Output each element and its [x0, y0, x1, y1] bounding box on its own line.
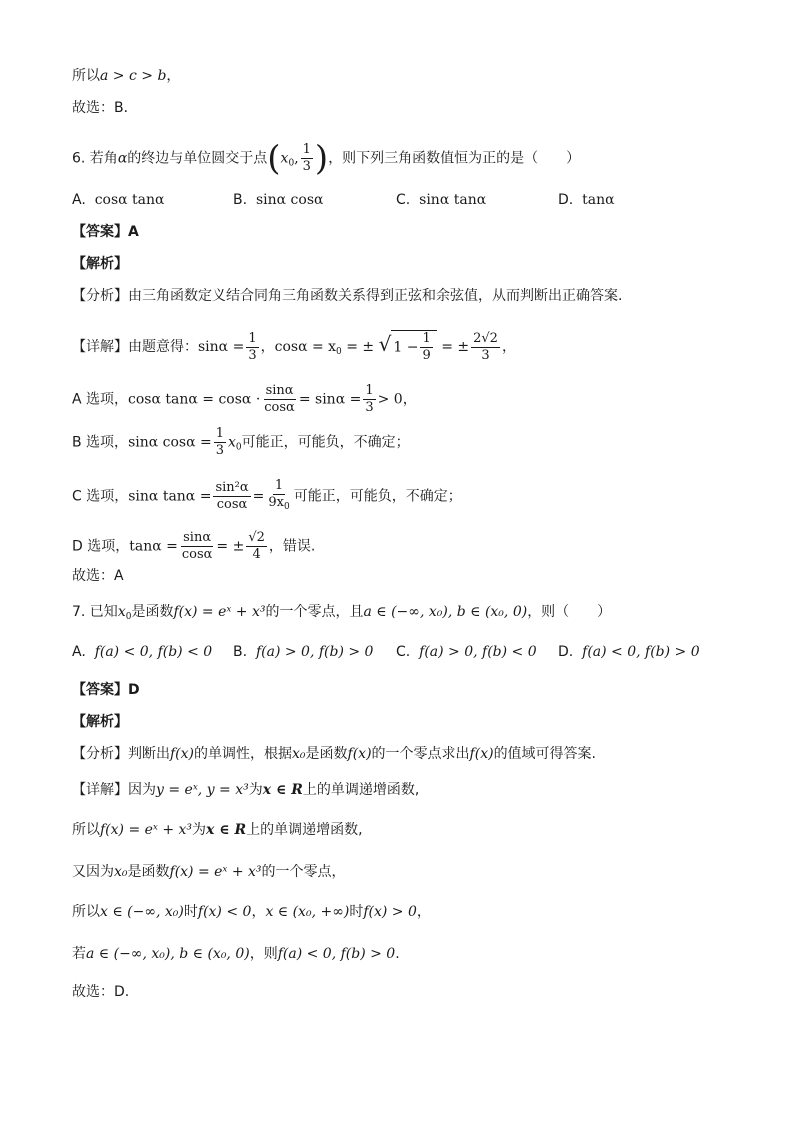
subscript: 0 — [125, 612, 132, 622]
x0: x — [117, 604, 126, 620]
denominator: 4 — [252, 547, 261, 562]
text: ，则 — [249, 946, 278, 962]
q6-option-a — [72, 192, 165, 208]
text: 时 — [183, 904, 198, 920]
option-expr: cosα tanα — [94, 192, 165, 208]
left-paren: ( — [267, 138, 281, 179]
q6-option-a-analysis — [72, 383, 417, 416]
conclusion-line — [72, 66, 180, 86]
fraction — [262, 383, 297, 416]
numerator: 1 — [302, 142, 311, 157]
q7-xiangjie — [72, 780, 419, 800]
text: 的单调性，根据 — [194, 746, 293, 762]
option-expr: sinα cosα — [255, 192, 324, 208]
text: 可能正，可能负，不确定； — [241, 434, 410, 451]
text: 的一个零点求出 — [371, 746, 470, 762]
text: ， — [251, 904, 266, 920]
interval: x ∈ (−∞, x₀) — [100, 904, 184, 920]
fraction — [266, 478, 291, 515]
text: 又因为 — [72, 864, 114, 880]
radicand: 1 − — [393, 339, 419, 356]
text: 所以 — [72, 904, 100, 920]
numerator: sin²α — [215, 480, 249, 495]
expr: = — [252, 488, 265, 505]
expr: > 0 — [377, 391, 403, 408]
text: ， — [501, 339, 516, 355]
q7-answer: 【答案】D — [72, 682, 140, 698]
denominator: cosα — [181, 547, 213, 562]
numerator: sinα — [265, 383, 294, 398]
expr: cosα tanα = cosα · — [128, 391, 261, 408]
numerator: √2 — [248, 530, 265, 545]
option-label: D. — [558, 644, 574, 660]
expr: tanα = — [129, 538, 178, 555]
fraction — [301, 142, 313, 175]
q7-option-b — [233, 644, 373, 660]
text: 是函数 — [305, 746, 348, 762]
q6-option-c-analysis — [72, 478, 462, 515]
q6-option-d — [558, 192, 615, 208]
text: 上的单调递增函数, — [246, 822, 363, 838]
choose-line: 故选：B． — [72, 100, 138, 116]
text: 为 — [192, 822, 207, 838]
right-paren: ) — [314, 138, 329, 179]
q6-fenxi: 【分析】由三角函数定义结合同角三角函数关系得到正弦和余弦值，从而判断出正确答案. — [72, 288, 623, 304]
fx: f(x) — [170, 746, 195, 762]
fraction — [363, 383, 375, 416]
label: 【详解】因为 — [72, 782, 156, 798]
denominator: 3 — [215, 443, 225, 458]
denominator-text: 9x — [268, 495, 284, 510]
stem-text: 7. 已知 — [72, 604, 118, 620]
denominator: cosα — [264, 400, 295, 415]
expr: y = eˣ, y = x³ — [156, 782, 249, 798]
stem-text: ，则下列三角函数值恒为正的是（ ） — [328, 150, 581, 167]
subscript: 0 — [336, 347, 342, 357]
text: 【分析】判断出 — [72, 746, 170, 762]
q6-option-b — [233, 192, 323, 208]
stem-text: 的终边与单位圆交于点 — [127, 150, 268, 167]
stem-text: 是函数 — [131, 604, 174, 620]
stem-text: 6. 若角 — [72, 150, 118, 167]
q6-option-d-analysis — [72, 530, 315, 563]
fraction — [180, 530, 215, 563]
subscript: 0 — [288, 158, 295, 169]
expr: = ± — [346, 339, 375, 355]
q6-xiangjie — [72, 330, 516, 364]
denominator: 3 — [248, 347, 257, 363]
q6-answer: 【答案】A — [72, 224, 139, 240]
text: 可能正，可能负，不确定； — [293, 488, 462, 505]
label: B 选项， — [72, 434, 129, 451]
expr: f(x) < 0 — [197, 904, 252, 920]
numerator: sinα — [183, 530, 212, 545]
option-label: B. — [233, 192, 248, 208]
x0: x₀ — [292, 746, 306, 762]
q7-option-d — [558, 644, 700, 660]
expr: sinα cosα = — [128, 434, 212, 451]
option-label: C. — [396, 644, 411, 660]
text: 所以 — [72, 68, 100, 84]
denominator: 3 — [365, 400, 374, 415]
expr: f(x) = eˣ + x³ — [169, 864, 262, 880]
q7-step-3 — [72, 902, 431, 922]
expr: ，cosα = x — [260, 339, 337, 355]
denominator: 3 — [302, 159, 311, 174]
fraction — [471, 331, 500, 364]
var: x — [228, 434, 236, 451]
interval: x ∈ (x₀, +∞) — [265, 904, 350, 920]
label: 【详解】由题意得： — [72, 339, 198, 355]
option-label: D. — [558, 192, 574, 208]
sqrt-sign: √ — [378, 332, 392, 356]
fraction — [246, 530, 267, 563]
option-label: B. — [233, 644, 248, 660]
alpha: α — [117, 150, 128, 167]
text: 是函数 — [127, 864, 170, 880]
q6-analysis-head: 【解析】 — [72, 256, 128, 272]
q7-analysis-head: 【解析】 — [72, 714, 128, 730]
label: A 选项， — [72, 391, 129, 408]
sqrt-body — [391, 330, 436, 364]
expr: = sinα = — [298, 391, 362, 408]
denominator — [266, 495, 291, 515]
fraction — [246, 331, 258, 364]
q7-stem — [72, 602, 611, 627]
numerator: 1 — [215, 426, 225, 441]
denominator: 9 — [422, 348, 431, 363]
q7-option-c — [396, 644, 537, 660]
option-expr: tanα — [582, 192, 615, 208]
expr: f(x) = eˣ + x³ — [100, 822, 193, 838]
comma: , — [294, 150, 299, 167]
option-expr: sinα tanα — [419, 192, 487, 208]
text: 的值域可得答案. — [493, 746, 597, 762]
expr: sinα = — [198, 339, 245, 355]
text: 为 — [248, 782, 263, 798]
text: . — [395, 946, 400, 962]
q7-final: 故选：D. — [72, 984, 130, 1000]
numerator: 1 — [365, 383, 374, 398]
point-x: x — [280, 150, 289, 167]
numerator: 1 — [274, 478, 284, 493]
condition-expr: a ∈ (−∞, x₀), b ∈ (x₀, 0) — [363, 604, 528, 620]
text: ， — [402, 391, 417, 408]
numerator: 2√2 — [473, 330, 498, 346]
text: 若 — [72, 946, 86, 962]
function-expr: f(x) = eˣ + x³ — [173, 604, 266, 620]
q7-step-2 — [72, 862, 346, 882]
subscript: 0 — [284, 502, 290, 512]
q7-fenxi — [72, 744, 596, 764]
condition-expr: a ∈ (−∞, x₀), b ∈ (x₀, 0) — [86, 946, 250, 962]
stem-text: 的一个零点，且 — [265, 604, 364, 620]
expr: sinα tanα = — [128, 488, 212, 505]
fraction — [214, 426, 226, 459]
text: 所以 — [72, 822, 100, 838]
text: ， — [416, 904, 431, 920]
fraction — [213, 480, 250, 513]
inequality: a > c > b — [100, 68, 167, 84]
result-expr: f(a) < 0, f(b) > 0 — [277, 946, 396, 962]
q6-final: 故选：A — [72, 568, 124, 584]
set-expr: x ∈ R — [206, 822, 247, 838]
text: 上的单调递增函数, — [302, 782, 420, 798]
numerator: 1 — [422, 331, 431, 346]
expr: f(x) > 0 — [363, 904, 417, 920]
text: ，错误. — [268, 538, 316, 555]
q7-step-4 — [72, 944, 400, 964]
label: C 选项， — [72, 488, 129, 505]
option-label: A. — [72, 644, 86, 660]
q6-option-b-analysis — [72, 426, 410, 459]
stem-text: ，则（ ） — [527, 604, 612, 620]
numerator: 1 — [248, 330, 257, 346]
expr: = ± — [441, 339, 470, 355]
q7-step-1 — [72, 820, 363, 840]
label: D 选项， — [72, 538, 130, 555]
expr: = ± — [216, 538, 245, 555]
denominator: 3 — [481, 347, 490, 363]
fx: f(x) — [469, 746, 494, 762]
q6-option-c — [396, 192, 486, 208]
fx: f(x) — [347, 746, 372, 762]
set-expr: x ∈ R — [262, 782, 303, 798]
x0: x₀ — [114, 864, 128, 880]
text: 时 — [349, 904, 364, 920]
denominator: cosα — [216, 497, 248, 512]
option-label: C. — [396, 192, 411, 208]
text: 的一个零点， — [261, 864, 346, 880]
option-expr: f(a) > 0, f(b) < 0 — [419, 644, 537, 660]
subscript: 0 — [235, 442, 242, 453]
fraction — [420, 331, 432, 364]
q6-stem — [72, 138, 581, 179]
option-expr: f(a) < 0, f(b) < 0 — [94, 644, 213, 660]
q7-option-a — [72, 644, 212, 660]
text: ， — [166, 68, 181, 84]
option-expr: f(a) < 0, f(b) > 0 — [582, 644, 700, 660]
option-label: A. — [72, 192, 86, 208]
option-expr: f(a) > 0, f(b) > 0 — [255, 644, 374, 660]
